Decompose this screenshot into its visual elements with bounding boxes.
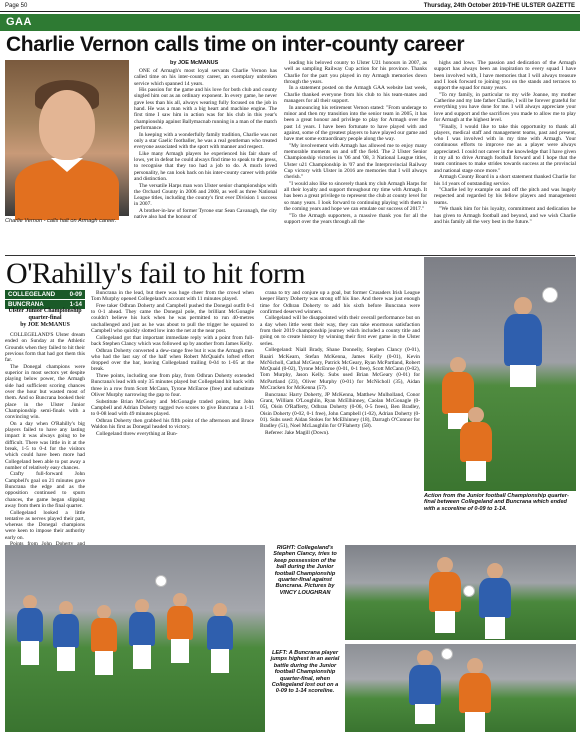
score-value: 0-09 — [69, 291, 82, 298]
page-number: Page 50 — [5, 3, 28, 9]
paragraph: "My involvement with Armagh has allowed me to enjoy many memorable moments on and off the field. The 2 Ulster Senior Championship victories in '06 and '08, 3 National League titles, Ulster u21 Championship in '07 and the Interprovincial Railway Cup victory with Ulster in 2016 are memories that I will always cherish." — [284, 142, 427, 181]
paragraph: "Charlie led by example on and off the pitch and was hugely respected and regarded by his fellow players and management teams. — [434, 187, 576, 206]
paragraph: In announcing his retirement Vernon stated: "From underage to minor and then my transition into the senior team in 2005, it has been a great honour and privilege to play for Armagh over the past 14 years. I have been fortunate to have played with and against, some of the greatest players to have played our game and have met some extraordinary people along the way. — [284, 104, 427, 143]
clancy-photo-caption: RIGHT: Collegeland's Stephen Clancy, tries to keep possession of the ball during the Junior football Championship quarter-final against Buncrana. Pictures by VINCY LOUGHRAN — [273, 545, 337, 596]
match-action-photo — [424, 257, 576, 491]
paragraph: Referee: Jake Magill (Down). — [265, 429, 330, 436]
paragraph: "We thank him for his loyalty, commitment and dedication he has given to Armagh football and beyond, and we wish Charlie and his family all the very best in the future." — [434, 206, 576, 225]
paragraph: Like many Armagh players he experienced his fair share of lows, yet in defeat he could always find time to speak to the press, to recognise that they too had a job to do. A much loved personality, he can look back on his inter-county career with pride and distinction. — [134, 150, 277, 182]
score-row-collegeland — [5, 290, 85, 299]
paragraph: Collegeland will be disappointed with their overall performance but on a day when little went their way, they can take enormous satisfaction from their 2019 championship journey which included a county title and going on to create history by winning their first ever game in the Ulster series. — [260, 315, 420, 347]
paragraph: "I would also like to sincerely thank my club Armagh Harps for all their loyalty and support throughout my time with Armagh. It has been a great privilege to represent the club at county level for so many years. I look forward to continuing playing with them in the coming years and hope we can emulate our success of 2017." — [284, 180, 427, 213]
score-value: 1-14 — [69, 301, 82, 308]
paragraph: highs and lows. The passion and dedication of the Armagh support has always been an inspiration to every squad I have been involved with, I have memories that I will always treasure and I look forward to joining you on the stands and terraces to support the squad for many years. — [434, 60, 576, 92]
paragraph: The Donegal champions were superior in most sectors yet despite playing below power, the Armagh side had sufficient scoring chances over the hour but wasted most of them. And so Buncrana booked their place in the Ulster Junior Championship semi-finals with a convincing win. — [5, 363, 85, 421]
paragraph: Collegeland: Niall Brady, Shane Donnelly, Stephen Clancy (0-01), Ruairi McKearn, Stefan McKenna, James Kelly (0-01), Kevin McNicholl, Cathal McGeary, Patrick McGeary, Ryan McPartland, Robert McQuaid (0-02), Tyrone McEnroe (0-01, 0-1 free), Scott McCann (0-02), Tom Murphy, Jason Kelly. Subs used Brian McGeary (0-01) for McPartland (23), Oliver Murphy (0-01) for McNicholl (35), Aidan McCracken for McKenna (57). — [260, 347, 420, 392]
page-folio — [0, 0, 580, 12]
paragraph: Odhran Doherty then grabbed his fifth point of the afternoon and Bruce Waldon his first as Donegal headed to victory. — [91, 417, 254, 431]
story1-column-1 — [134, 68, 277, 254]
story2-headline: O'Rahilly's fail to hit form — [6, 257, 305, 290]
paragraph: Substitute Brian McGeary and McGonagle traded points, but John Campbell and Adrian Doherty tagged two scores to give Buncrana a 1-11 to 0-08 lead with 49 minutes played. — [91, 398, 254, 418]
issue-date: Thursday, 24th October 2019-THE ULSTER GAZETTE — [423, 3, 575, 9]
paragraph: A brother-in-law of former Tyrone star Sean Cavanagh, the city native also had the honour of — [134, 208, 277, 221]
story2-column-2 — [91, 290, 254, 542]
story2-byline: by JOE McMANUS — [20, 322, 70, 328]
story1-byline: by JOE McMANUS — [170, 60, 219, 66]
paragraph: Three points, including one from play, from Odhran Doherty extended Buncrana's lead with only 35 minutes played but Collegeland hit back with three in a row from Scott McCann, Tyrone McEnroe (free) and substitute Oliver Murphy narrowing the gap to four. — [91, 373, 254, 398]
scoreline-box — [5, 290, 85, 309]
paragraph: Buncrana: Harry Doherty, JP McKenna, Matthew Mulholland, Conor Grant, William O'Loughlin, Ryan McElhinney, Caolan McGonagle (0-05), Oisin O'Rafferty, Odhran Doherty (0-06, 0-5 frees), Ben Bradley, Oisin Doherty (0-02, 0-1 free), John Campbell (1-02), Adrian Doherty (0-01). Subs used: Aidan Stokes for McElhinney (18), Darragh O'Connor for Bradley (51), Noel McLaughlin for O'Flaherty (58). — [260, 391, 420, 430]
photo-face — [39, 90, 95, 160]
paragraph: crana to try and conjure up a goal, but former Crusaders Irish League keeper Harry Doherty was strong off his line. And there was just enough time for Odhran Doherty to add his sixth before Buncrana were confirmed deserved winners. — [260, 290, 420, 315]
paragraph: ONE of Armagh's most loyal servants Charlie Vernon has called time on his inter-county career, an exemplary unbroken service which spanned 14 years. — [134, 68, 277, 87]
paragraph: "Finally, I would like to take this opportunity to thank all players, medical staff and management teams, past and present, who I was involved with in my time with Armagh. Your continuous efforts to improve me as a player were always appreciated. I could not career in the knowledge that I have given it my all to drive Armagh football forward and I hope that the team continues to make strides towards success at the provincial and national stage once more." — [434, 123, 576, 174]
clancy-possession-photo — [345, 545, 576, 640]
paragraph: leading his beloved county to Ulster U21 honours in 2007, as well as sampling Railway Cup action for his province. Thanks Charlie for the part you played in my Armagh memories down through the years. — [284, 60, 427, 85]
football — [542, 287, 558, 303]
paragraph: In a statement posted on the Armagh GAA website last week, Charlie thanked everyone from his club to his team-mates and managers for all their support. — [284, 85, 427, 105]
story1-column-3 — [434, 60, 576, 254]
paragraph: In keeping with a wonderfully family tradition, Charlie was not only a star Gaelic footballer, he was a real gentleman who treated everyone associated with the sport with manner and respect. — [134, 131, 277, 151]
paragraph: "To the Armagh supporters, a massive thank you for all the support over the years through all the — [284, 212, 427, 225]
match-photo-caption: Action from the Junior football Championship quarter-final between Collegeland and Buncrana which ended with a scoreline of 0-09 to 1-14. — [424, 493, 569, 512]
paragraph: Free taker Odhran Doherty and Campbell pushed the Donegal outfit 0-4 to 0-1 ahead. They came the Donegal pole, the brilliant McGonagle couldn't believe his luck when he was permitted to run 40-metres unchallenged and just as he was about to pull the trigger he squared to Campbell who quickly slotted low into the net at the near post. — [91, 302, 254, 335]
story1-column-2 — [284, 60, 427, 254]
story2-column-1 — [5, 332, 85, 542]
football — [441, 648, 453, 660]
story1-headline: Charlie Vernon calls time on inter-county career — [6, 33, 465, 56]
paragraph: Buncrana in the lead, but there was huge cheer from the crowd when Tom Murphy opened Collegeland's account with 11 minutes played. — [91, 290, 254, 303]
football — [155, 575, 167, 587]
paragraph: Crafty full-forward John Campbell's goal on 21 minutes gave Buncrana the edge and as the opposition continued to spurn chances, the game began slipping away from them in the final quarter. — [5, 471, 85, 509]
section-label: GAA — [6, 16, 32, 28]
score-team: COLLEGELAND — [8, 291, 56, 298]
aerial-battle-photo — [345, 644, 576, 732]
story-divider — [5, 255, 575, 256]
aerial-photo-caption: LEFT: A Buncrana player jumps highest in an aerial battle during the Junior football Championship quarter-final, when Collegeland lost out on a 0-09 to 1-14 scoreline. — [270, 650, 340, 695]
paragraph: "To my family, in particular to my wife Joanne, my mother Catherine and my late father Charlie, I will be forever grateful for everything you have done for me. I will always appreciate your love and support and the sacrifices you made to allow me to play for Armagh at the highest level. — [434, 91, 576, 123]
paragraph: Collegeland looked a little tentative as nerves played their part, whereas the Donegal champions were keen to impose their authority early on. — [5, 509, 85, 541]
score-team: BUNCRANA — [8, 301, 44, 308]
charlie-vernon-photo — [5, 60, 129, 216]
football — [463, 585, 475, 597]
paragraph: Odhran Doherty converted a dew-range free but it was the Armagh men who had the last say of the half when Robert McQuaid's lofted effort dropped over the bar, leaving Collegeland trailing 0-04 to 1-05 at the break. — [91, 347, 254, 373]
team-lineup-photo — [5, 545, 265, 732]
paragraph: Armagh County Board in a short statement thanked Charlie for his 14 years of outstanding service. — [434, 174, 576, 187]
story2-subhead: Ulster Junior Championship quarter-final — [8, 308, 82, 321]
story1-photo-caption: Charlie Vernon - calls halt on Armagh career. — [5, 218, 117, 224]
paragraph: Collegeland threw everything at Bun- — [96, 430, 178, 437]
paragraph: COLLEGELAND'S Ulster dream ended on Sunday at the Athletic Grounds when they failed to hit their previous form that had got them this far. — [5, 332, 85, 364]
story2-column-3 — [260, 290, 420, 542]
section-banner — [0, 14, 580, 31]
paragraph: The versatile Harps man won Ulster senior championships with the Orchard County in 2006 and 2008, as well as three National League titles, including the county's first ever Division 1 success in 2007. — [134, 182, 277, 208]
paragraph: His passion for the game and his love for both club and county singled him out as an ordinary exponent. In every game, he never gave less than his all, always wearing fully focused on the job in hand. He was a man with a big heart and machine engine. The first time I saw him in action was for his club in this year's championship against Ballymacnab running in a man of the match performance. — [134, 87, 277, 131]
paragraph: On a day when O'Rahilly's big players failed to have any lasting impact it was always going to be difficult. There was little in it at the break, 1-5 to 0-4 for the visitors which could have been more had Collegeland been able to put away a number of relatively easy chances. — [5, 420, 85, 471]
paragraph: Collegeland got that important immediate reply with a point from full-back Stephen Clancy which was followed up by another from James Kelly. — [91, 334, 254, 347]
